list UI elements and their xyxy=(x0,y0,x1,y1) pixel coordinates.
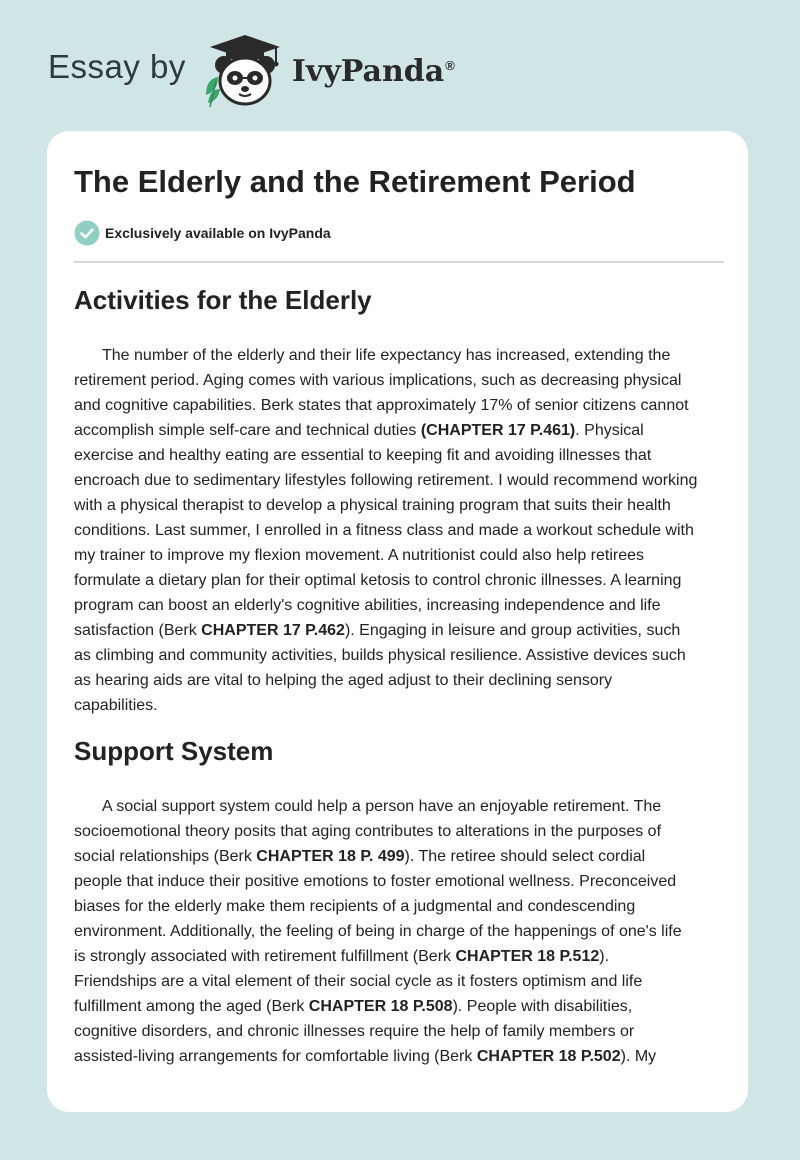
section-paragraph-activities xyxy=(74,343,724,718)
text-segment: formulate a dietary plan for their optimal ketosis to control chronic illnesses. A learning xyxy=(74,572,682,589)
essay-card xyxy=(47,131,748,1112)
text-segment: environment. Additionally, the feeling of being in charge of the happenings of one's life xyxy=(74,923,682,940)
panda-logo-icon[interactable] xyxy=(202,31,288,109)
text-segment: social relationships (Berk xyxy=(74,848,257,865)
paragraph-line xyxy=(74,844,724,869)
text-segment: A social support system could help a person have an enjoyable retirement. The xyxy=(102,798,662,815)
text-segment: as hearing aids are vital to helping the aged adjust to their declining sensory xyxy=(74,672,613,689)
paragraph-line xyxy=(74,969,724,994)
text-segment: ). People with disabilities, xyxy=(452,998,633,1015)
paragraph-line xyxy=(74,368,724,393)
brand-prefix: Essay by xyxy=(48,48,186,85)
exclusive-badge xyxy=(74,220,331,246)
text-segment: and cognitive capabilities. Berk states that approximately 17% of senior citizens cannot xyxy=(74,397,689,414)
exclusive-badge-text: Exclusively available on IvyPanda xyxy=(105,225,331,241)
text-segment: accomplish simple self-care and technical duties xyxy=(74,422,421,439)
paragraph-line xyxy=(74,568,724,593)
brand-name[interactable] xyxy=(292,54,455,89)
paragraph-line xyxy=(74,944,724,969)
paragraph-line xyxy=(74,894,724,919)
paragraph-line xyxy=(74,543,724,568)
paragraph-line xyxy=(74,593,724,618)
paragraph-line xyxy=(74,493,724,518)
text-segment: Friendships are a vital element of their social cycle as it fosters optimism and life xyxy=(74,973,643,990)
site-header xyxy=(48,30,455,110)
text-segment: encroach due to sedimentary lifestyles following retirement. I would recommend working xyxy=(74,472,698,489)
section-heading-support: Support System xyxy=(74,736,274,766)
text-segment: satisfaction (Berk xyxy=(74,622,202,639)
citation-reference: CHAPTER 18 P.512 xyxy=(455,948,600,965)
text-segment: capabilities. xyxy=(74,697,158,714)
paragraph-line xyxy=(74,794,724,819)
paragraph-line xyxy=(74,1019,724,1044)
text-segment: with a physical therapist to develop a physical training program that suits their health xyxy=(74,497,671,514)
text-segment: retirement period. Aging comes with various implications, such as decreasing physical xyxy=(74,372,682,389)
paragraph-line xyxy=(74,919,724,944)
citation-reference: CHAPTER 18 P.502 xyxy=(476,1048,621,1065)
text-segment: . Physical xyxy=(575,422,644,439)
paragraph-line xyxy=(74,468,724,493)
citation-reference: CHAPTER 18 P.508 xyxy=(308,998,453,1015)
text-segment: assisted-living arrangements for comfortable living (Berk xyxy=(74,1048,477,1065)
paragraph-line xyxy=(74,819,724,844)
text-segment: fulfillment among the aged (Berk xyxy=(74,998,309,1015)
paragraph-line xyxy=(74,393,724,418)
text-segment: ). The retiree should select cordial xyxy=(404,848,646,865)
citation-reference: CHAPTER 18 P. 499 xyxy=(256,848,405,865)
paragraph-line xyxy=(74,518,724,543)
text-segment: exercise and healthy eating are essential to keeping fit and avoiding illnesses that xyxy=(74,447,652,464)
paragraph-line xyxy=(74,994,724,1019)
section-heading-activities: Activities for the Elderly xyxy=(74,285,372,315)
title-divider xyxy=(74,261,724,263)
brand-name-text: IvyPanda xyxy=(291,53,445,89)
text-segment: conditions. Last summer, I enrolled in a fitness class and made a workout schedule with xyxy=(74,522,694,539)
text-segment: is strongly associated with retirement fulfillment (Berk xyxy=(74,948,456,965)
paragraph-line xyxy=(74,343,724,368)
text-segment: as climbing and community activities, builds physical resilience. Assistive devices such xyxy=(74,647,686,664)
text-segment: program can boost an elderly's cognitive abilities, increasing independence and life xyxy=(74,597,661,614)
text-segment: cognitive disorders, and chronic illnesses require the help of family members or xyxy=(74,1023,635,1040)
paragraph-line xyxy=(74,869,724,894)
paragraph-line xyxy=(74,1044,724,1069)
citation-reference: (CHAPTER 17 P.461) xyxy=(420,422,576,439)
text-segment: ). xyxy=(599,948,610,965)
paragraph-line xyxy=(74,443,724,468)
text-segment: people that induce their positive emotions to foster emotional wellness. Preconceived xyxy=(74,873,677,890)
registered-mark: ® xyxy=(445,57,455,73)
paragraph-line xyxy=(74,618,724,643)
check-circle-icon xyxy=(74,220,100,246)
paragraph-line xyxy=(74,693,724,718)
paragraph-line xyxy=(74,418,724,443)
essay-title: The Elderly and the Retirement Period xyxy=(74,164,636,199)
citation-reference: CHAPTER 17 P.462 xyxy=(201,622,345,639)
text-segment: ). My xyxy=(620,1048,657,1065)
text-segment: socioemotional theory posits that aging contributes to alterations in the purposes of xyxy=(74,823,662,840)
text-segment: The number of the elderly and their life expectancy has increased, extending the xyxy=(102,347,671,364)
paragraph-line xyxy=(74,668,724,693)
paragraph-line xyxy=(74,643,724,668)
section-paragraph-support xyxy=(74,794,724,1069)
text-segment: biases for the elderly make them recipients of a judgmental and condescending xyxy=(74,898,636,915)
text-segment: ). Engaging in leisure and group activities, such xyxy=(344,622,681,639)
text-segment: my trainer to improve my flexion movement. A nutritionist could also help retirees xyxy=(74,547,645,564)
